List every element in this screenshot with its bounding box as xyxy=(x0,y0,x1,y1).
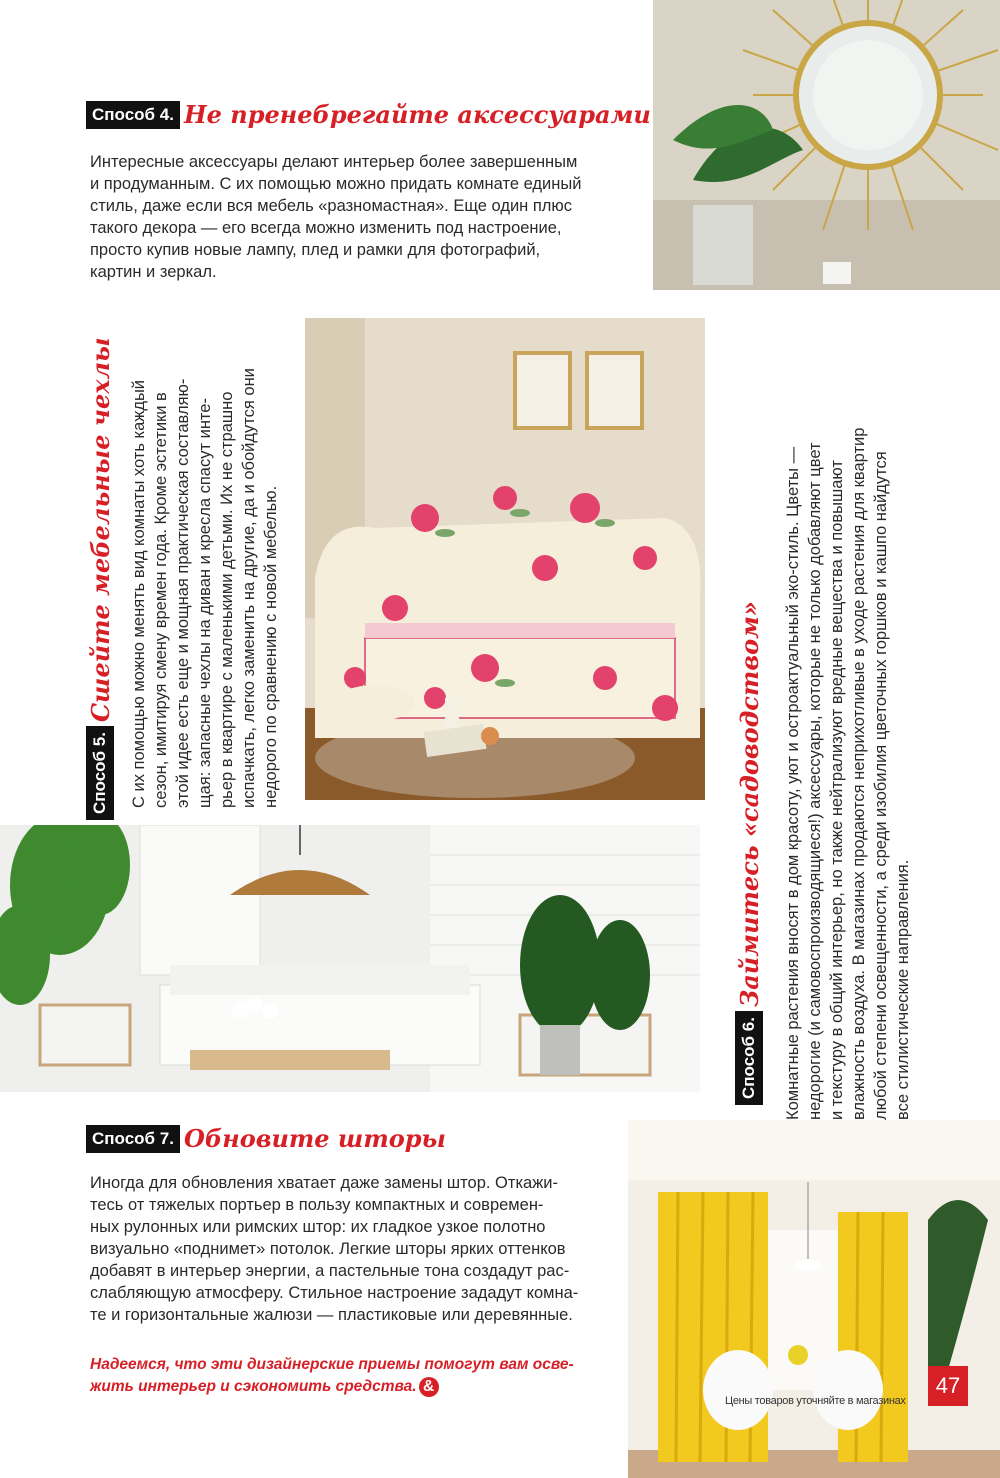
section-4-tag: Способ 4. xyxy=(86,101,180,129)
closing-line: Надеемся, что эти дизайнерские приемы помогут вам осве- xyxy=(90,1356,574,1373)
section-7-body xyxy=(90,1172,625,1326)
section-6-body xyxy=(782,330,914,1120)
section-6-line: и текстуру в общий интерьер, но также нейтрализуют вредные вещества и повышают xyxy=(828,460,846,1120)
section-6-line: Комнатные растения вносят в дом красоту, уют и остроактуальный эко-стиль. Цветы — xyxy=(784,446,802,1120)
section-7-line: ных рулонных или римских штор: их гладкое узкое полотно xyxy=(90,1218,546,1236)
section-4-line: такого декора — его всегда можно изменить под настроение, xyxy=(90,219,562,237)
section-5-line: С их помощью можно менять вид комнаты хоть каждый xyxy=(130,379,148,808)
section-5-line: испачкать, легко заменить на другие, да и обойдутся они xyxy=(240,368,258,808)
section-7-heading xyxy=(86,1124,446,1153)
section-6-title: Займитесь «садоводством» xyxy=(734,601,764,1008)
section-5-line: недорого по сравнению с новой мебелью. xyxy=(262,485,280,808)
section-5-line: щая: запасные чехлы на диван и кресла спасут инте- xyxy=(196,398,214,808)
photo-yellow-curtains xyxy=(628,1120,1000,1478)
section-5-tag: Способ 5. xyxy=(86,726,114,820)
section-4-title: Не пренебрегайте аксессуарами xyxy=(183,100,651,129)
section-7-line: слабляющую атмосферу. Стильное настроение зададут комна- xyxy=(90,1284,579,1302)
section-7-line: добавят в интерьер энергии, а пастельные тона создадут рас- xyxy=(90,1262,570,1280)
section-5-title: Сшейте мебельные чехлы xyxy=(85,337,115,723)
section-4-line: и продуманным. С их помощью можно придать комнате единый xyxy=(90,175,582,193)
section-7-line: визуально «поднимет» потолок. Легкие шторы ярких оттенков xyxy=(90,1240,566,1258)
section-4-body xyxy=(90,151,650,283)
section-7-line: те и горизонтальные жалюзи — пластиковые или деревянные. xyxy=(90,1306,573,1324)
section-5-body xyxy=(128,318,282,808)
closing-line: жить интерьер и сэкономить средства. & xyxy=(90,1376,630,1398)
section-4-line: просто купив новые лампу, плед и рамки для фотографий, xyxy=(90,241,541,259)
section-6-heading xyxy=(733,601,765,1105)
section-7-tag: Способ 7. xyxy=(86,1125,180,1153)
section-6-line: влажность воздуха. В магазинах продаются неприхотливые в уходе растения для квартир xyxy=(850,427,868,1120)
page-number: 47 xyxy=(928,1366,968,1406)
section-4-heading xyxy=(86,100,651,129)
section-4-line: Интересные аксессуары делают интерьер более завершенным xyxy=(90,153,578,171)
section-7-title: Обновите шторы xyxy=(183,1124,446,1153)
section-5-line: этой идее есть еще и мощная практическая составляю- xyxy=(174,378,192,808)
section-6-line: любой степени освещенности, а среди изобилия цветочных горшков и кашпо найдутся xyxy=(872,451,890,1120)
section-4-line: картин и зеркал. xyxy=(90,263,217,281)
photo-sunburst-mirror xyxy=(653,0,1000,290)
photo-living-room-plants xyxy=(0,825,700,1092)
end-mark-icon: & xyxy=(419,1377,439,1397)
section-4-line: стиль, даже если вся мебель «разномастная». Еще один плюс xyxy=(90,197,573,215)
footer-note: Цены товаров уточняйте в магазинах xyxy=(725,1395,906,1407)
section-7-line: Иногда для обновления хватает даже замены штор. Откажи- xyxy=(90,1174,558,1192)
section-6-line: недорогие (и самовоспроизводящиеся!) аксессуары, которые не только добавляют цвет xyxy=(806,442,824,1120)
section-6-tag: Способ 6. xyxy=(735,1011,763,1105)
section-5-heading xyxy=(84,337,116,820)
section-6-line: все стилистические направления. xyxy=(894,859,912,1120)
section-5-line: сезон, имитируя смену времен года. Кроме эстетики в xyxy=(152,392,170,808)
section-7-line: тесь от тяжелых портьер в пользу компактных и современ- xyxy=(90,1196,544,1214)
photo-floral-sofa xyxy=(305,318,705,800)
closing-statement xyxy=(90,1354,630,1398)
section-5-line: рьер в квартире с маленькими детьми. Их не страшно xyxy=(218,391,236,808)
